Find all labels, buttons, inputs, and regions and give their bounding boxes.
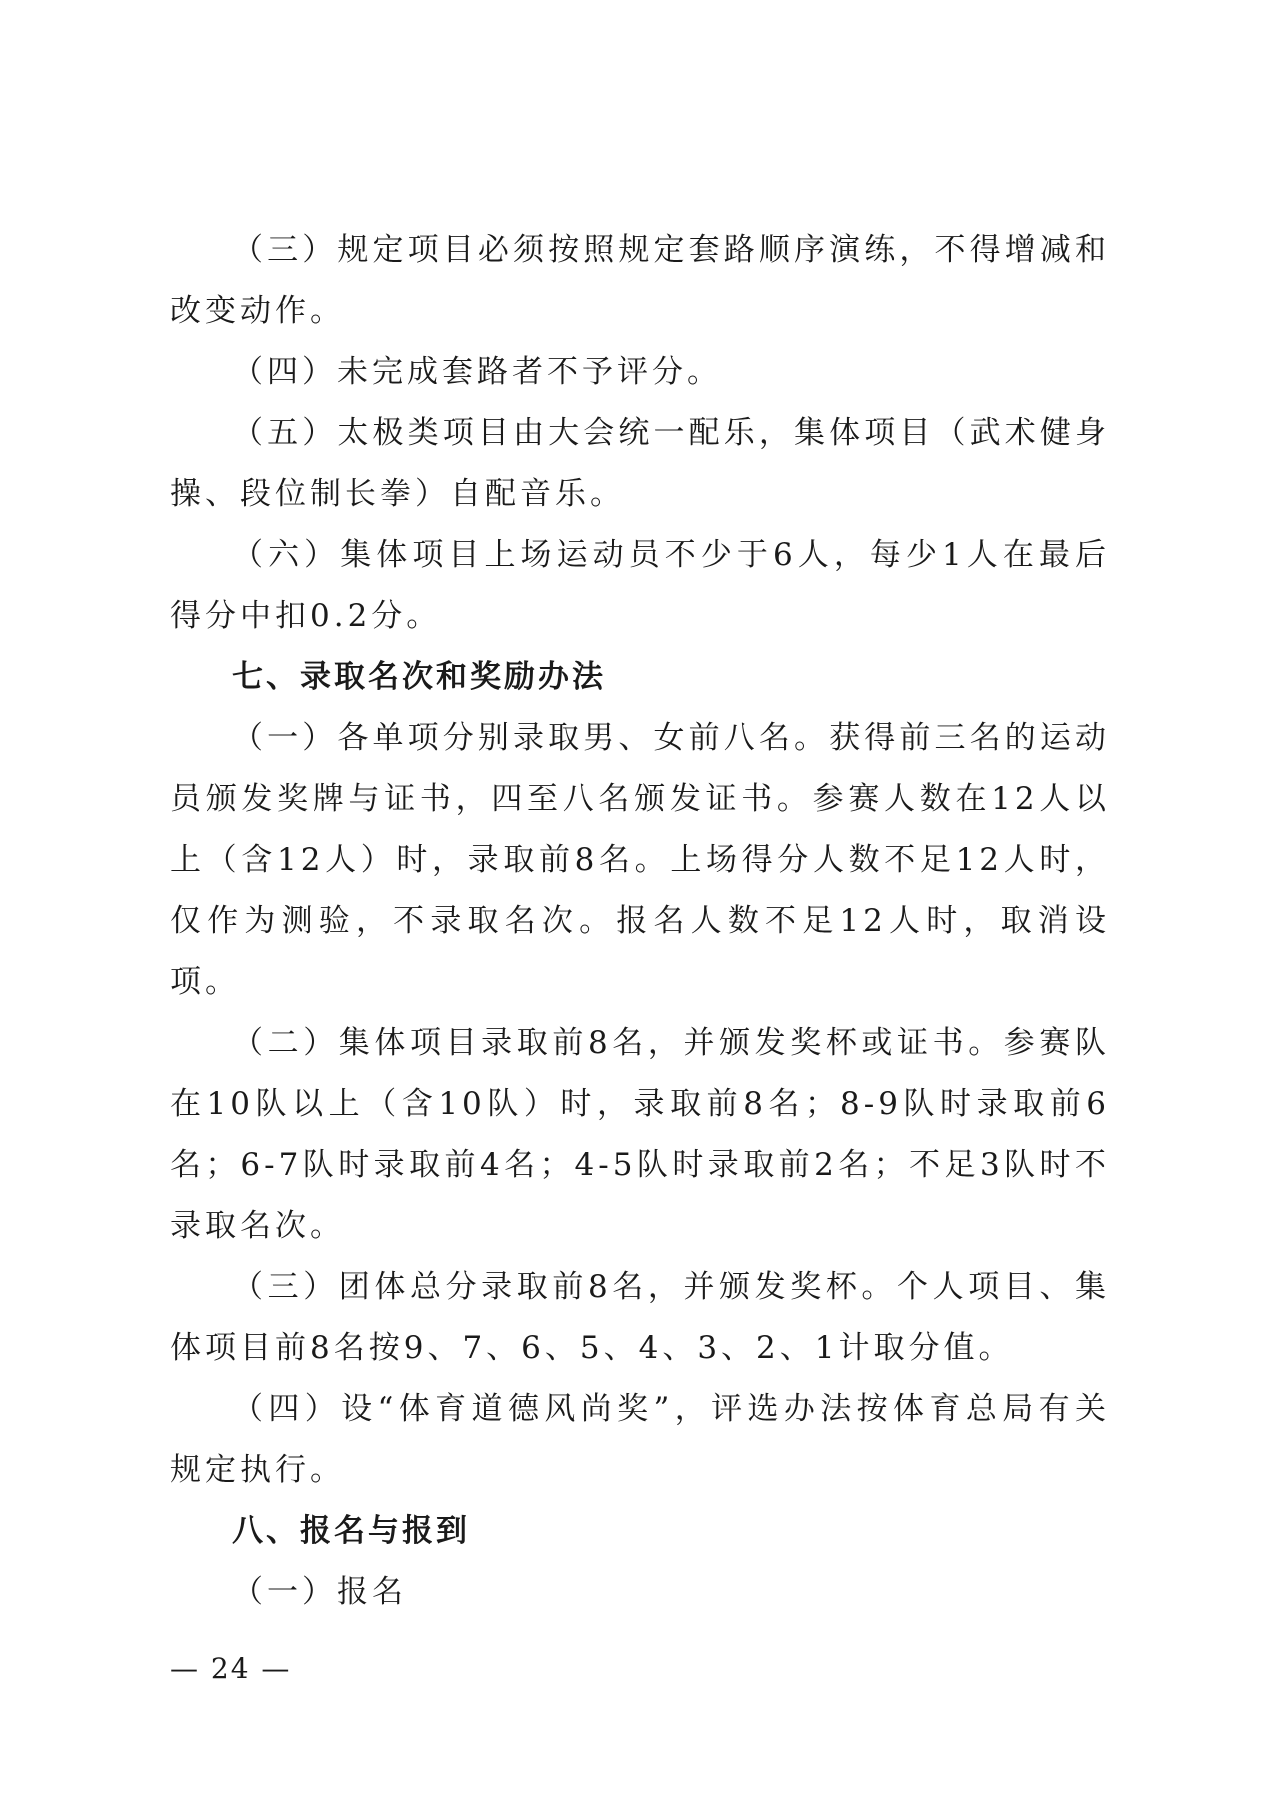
paragraph-award-3: （三）团体总分录取前8名，并颁发奖杯。个人项目、集体项目前8名按9、7、6、5、4、3、2、1计取分值。: [170, 1269, 1110, 1366]
paragraph-rule-6: （六）集体项目上场运动员不少于6人，每少1人在最后得分中扣0.2分。: [170, 537, 1110, 634]
section-heading-7: 七、录取名次和奖励办法: [232, 659, 606, 695]
page-number: — 24 —: [170, 1652, 292, 1685]
paragraph-rule-3: （三）规定项目必须按照规定套路顺序演练，不得增减和改变动作。: [170, 232, 1110, 329]
paragraph-award-1: （一）各单项分别录取男、女前八名。获得前三名的运动员颁发奖牌与证书，四至八名颁发证书。参赛人数在12人以上（含12人）时，录取前8名。上场得分人数不足12人时，仅作为测验，不录取名次。报名人数不足12人时，取消设项。: [170, 720, 1110, 1000]
paragraph-rule-4: （四）未完成套路者不予评分。: [232, 354, 722, 390]
section-heading-8: 八、报名与报到: [232, 1513, 470, 1549]
paragraph-rule-5: （五）太极类项目由大会统一配乐，集体项目（武术健身操、段位制长拳）自配音乐。: [170, 415, 1110, 512]
paragraph-award-4: （四）设“体育道德风尚奖”，评选办法按体育总局有关规定执行。: [170, 1391, 1110, 1488]
paragraph-registration-1: （一）报名: [232, 1574, 407, 1610]
document-body: [170, 220, 1110, 1623]
paragraph-award-2: （二）集体项目录取前8名，并颁发奖杯或证书。参赛队在10队以上（含10队）时，录取前8名；8-9队时录取前6名；6-7队时录取前4名；4-5队时录取前2名；不足3队时不录取名次。: [170, 1025, 1110, 1244]
